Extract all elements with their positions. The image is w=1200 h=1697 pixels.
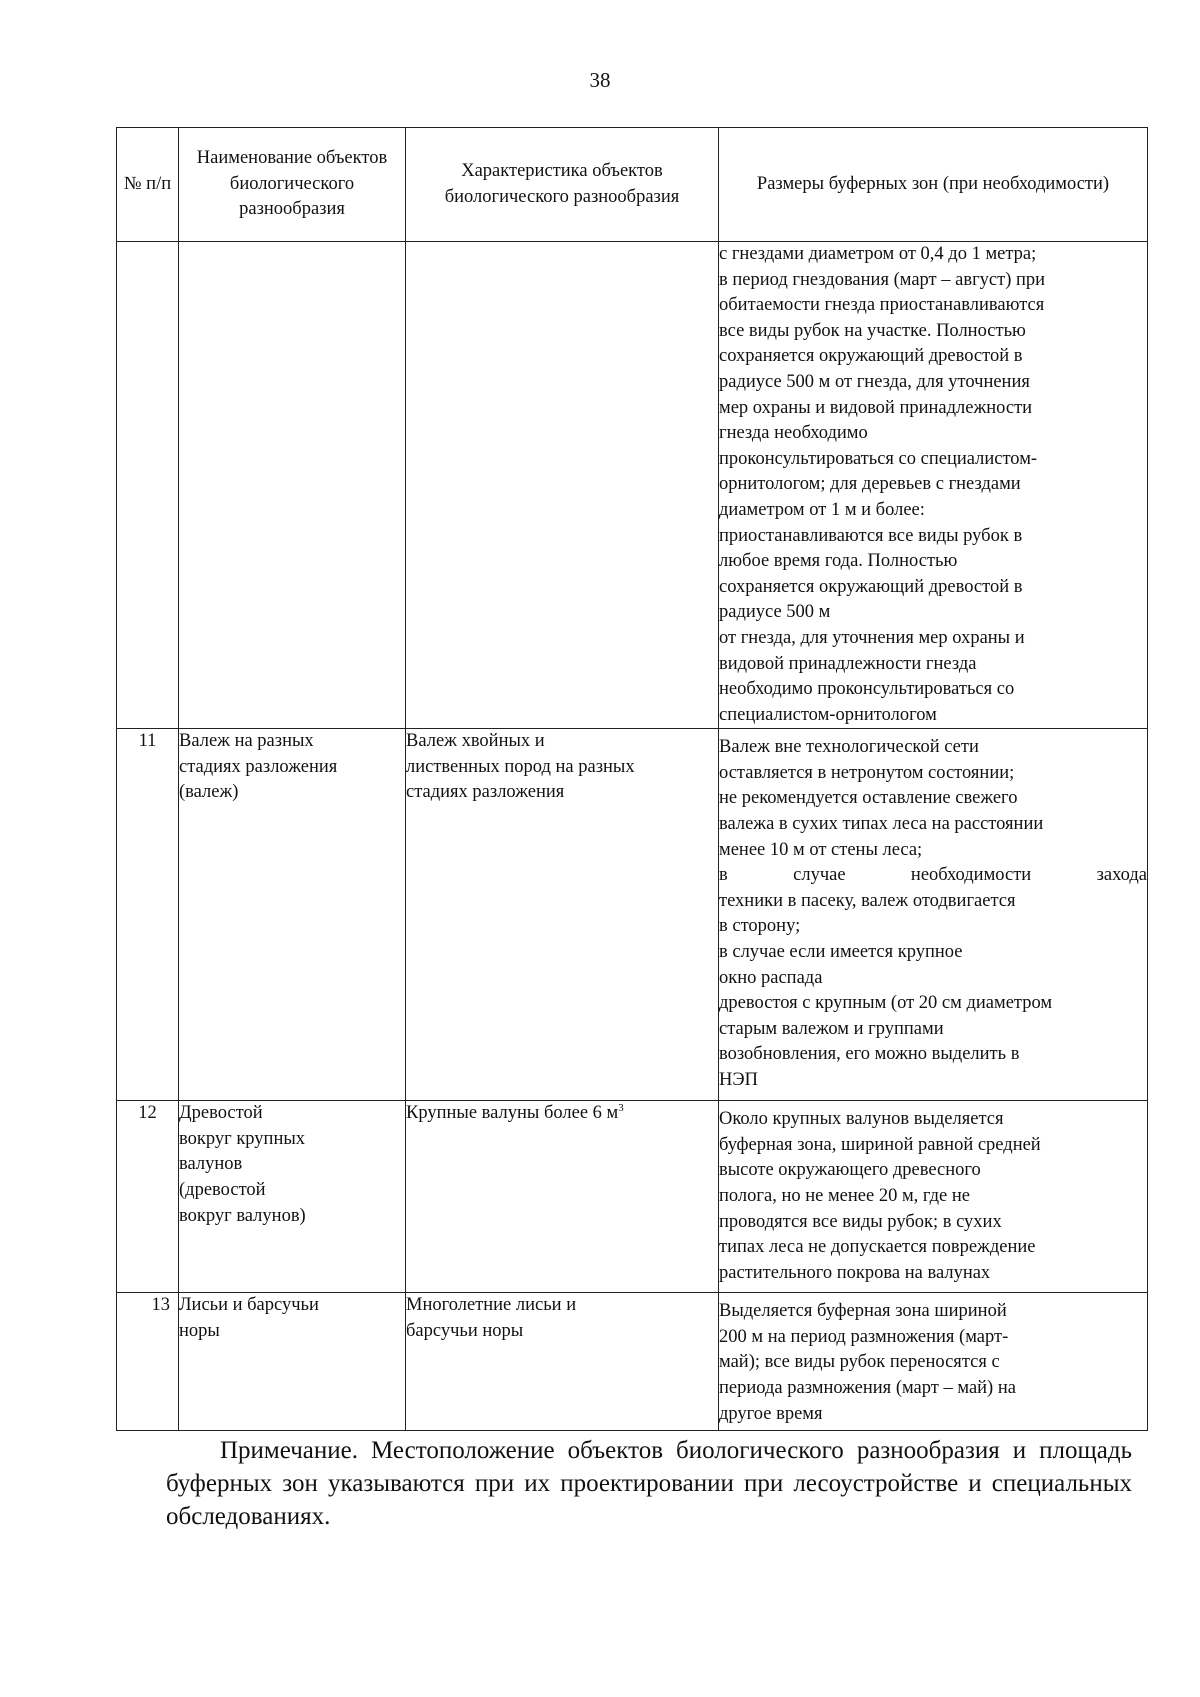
row12-buffer-size: Около крупных валунов выделяется буферная зона, шириной равной средней высоте окружающего древесного полога, но не менее 20 м, где не проводятся все виды рубок; в сухих типах леса не допускается повреждение растительного покрова на валунах [719,1101,1148,1293]
header-name: Наименование объектов биологического разнообразия [179,128,406,242]
header-num: № п/п [117,128,179,242]
biodiversity-table [116,127,1148,1431]
row13-characteristic: Многолетние лисьи и барсучьи норы [406,1293,719,1431]
row12-characteristic: Крупные валуны более 6 $м^3$ [406,1101,719,1293]
row11-name: Валеж на разных стадиях разложения (валеж) [179,729,406,1101]
row12-num: 12 [117,1101,179,1293]
row13-buffer-size: Выделяется буферная зона шириной 200 м на период размножения (март- май); все виды рубок переносятся с периода размножения (март – май) на другое время [719,1293,1148,1431]
cubic-superscript: 3 [618,1102,624,1115]
table-header-row [117,128,1148,242]
table-row [117,729,1148,1101]
table-row [117,1293,1148,1431]
row-continued-num [117,242,179,729]
row12-name: Древостой вокруг крупных валунов (древостой вокруг валунов) [179,1101,406,1293]
table-row [117,1101,1148,1293]
row13-num: 13 [117,1293,179,1431]
row-continued-name [179,242,406,729]
header-buffer-size: Размеры буферных зон (при необходимости) [719,128,1148,242]
row13-name: Лисьи и барсучьи норы [179,1293,406,1431]
row11-num: 11 [117,729,179,1101]
header-characteristic: Характеристика объектов биологического разнообразия [406,128,719,242]
table-row [117,242,1148,729]
row-continued-buffer-size: с гнездами диаметром от 0,4 до 1 метра; в период гнездования (март – август) при обитаемости гнезда приостанавливаются все виды рубок на участке. Полностью сохраняется окружающий древостой в радиусе 500 м от гнезда, для уточнения мер охраны и видовой принадлежности гнезда необходимо проконсультироваться со специалистом- орнитологом; для деревьев с гнездами диаметром от 1 м и более: приостанавливаются все виды рубок в любое время года. Полностью сохраняется окружающий древостой в радиусе 500 м от гнезда, для уточнения мер охраны и видовой принадлежности гнезда необходимо проконсультироваться со специалистом-орнитологом [719,242,1148,729]
row-continued-characteristic [406,242,719,729]
row11-buffer-size: Валеж вне технологической сети оставляется в нетронутом состоянии; не рекомендуется оставление свежего валежа в сухих типах леса на расстоянии менее 10 м от стены леса; в случае необходимости захода техники в пасеку, валеж отодвигается в сторону; в случае если имеется крупное окно распада древостоя с крупным (от 20 см диаметром старым валежом и группами возобновления, его можно выделить в НЭП [719,729,1148,1101]
footnote-paragraph: Примечание. Местоположение объектов биологического разнообразия и площадь буферных зон указываются при их проектировании при лесоустройстве и специальных обследованиях. [166,1437,1132,1530]
page-number: 38 [589,68,611,92]
row11-characteristic: Валеж хвойных и лиственных пород на разных стадиях разложения [406,729,719,1101]
